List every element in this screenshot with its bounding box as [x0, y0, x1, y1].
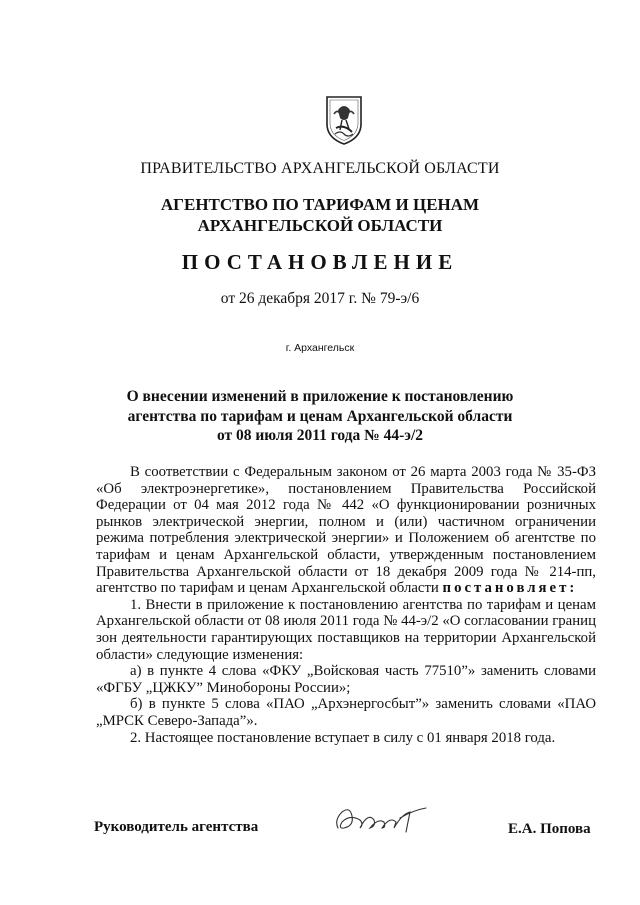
document-subject — [0, 387, 640, 446]
subject-line1: О внесении изменений в приложение к постановлению — [126, 388, 514, 405]
preamble-paragraph — [96, 464, 596, 597]
document-city: г. Архангельск — [285, 342, 355, 354]
preamble-text: В соответствии с Федеральным законом от 26 марта 2003 года № 35-ФЗ «Об электроэнергетике», постановлением Правительства Российской Федерации от 04 мая 2012 года № 442 «О функционировании розничных рынков электрической энергии, полном и (или) частичном ограничении режима потребления электрической энергии» и Положением об агентстве по тарифам и ценам Архангельской области, утвержденным постановлением Правительства Архангельской области от 18 декабря 2009 года № 214-пп, агентство по тарифам и ценам Архангельской области — [96, 464, 596, 597]
resolves-word: постановляет: — [442, 580, 578, 597]
item-1a: а) в пункте 4 слова «ФКУ „Войсковая часть 77510”» заменить словами «ФГБУ „ЦЖКУ” Минобороны России»; — [96, 663, 596, 696]
handwritten-signature — [330, 798, 440, 838]
item-1b: б) в пункте 5 слова «ПАО „Архэнергосбыт”» заменить словами «ПАО „МРСК Северо-Запада”». — [96, 696, 596, 729]
document-date-number: от 26 декабря 2017 г. № 79-э/6 — [220, 290, 420, 307]
agency-name — [0, 194, 640, 236]
signer-role: Руководитель агентства — [94, 819, 259, 835]
item-1: 1. Внести в приложение к постановлению агентства по тарифам и ценам Архангельской области от 08 июля 2011 года № 44-э/2 «О согласовании границ зон деятельности гарантирующих поставщиков на территории Архангельской области» следующие изменения: — [96, 596, 596, 663]
coat-of-arms-icon — [324, 94, 364, 146]
item-2: 2. Настоящее постановление вступает в силу с 01 января 2018 года. — [130, 729, 556, 746]
agency-name-line1: АГЕНТСТВО ПО ТАРИФАМ И ЦЕНАМ — [160, 195, 480, 214]
subject-line3: от 08 июля 2011 года № 44-э/2 — [216, 427, 424, 444]
signer-name: Е.А. Попова — [508, 821, 591, 837]
agency-name-line2: АРХАНГЕЛЬСКОЙ ОБЛАСТИ — [197, 216, 443, 235]
document-type: ПОСТАНОВЛЕНИЕ — [181, 250, 459, 274]
government-name: ПРАВИТЕЛЬСТВО АРХАНГЕЛЬСКОЙ ОБЛАСТИ — [140, 160, 500, 177]
document-body — [96, 464, 596, 746]
subject-line2: агентства по тарифам и ценам Архангельской области — [127, 407, 513, 425]
